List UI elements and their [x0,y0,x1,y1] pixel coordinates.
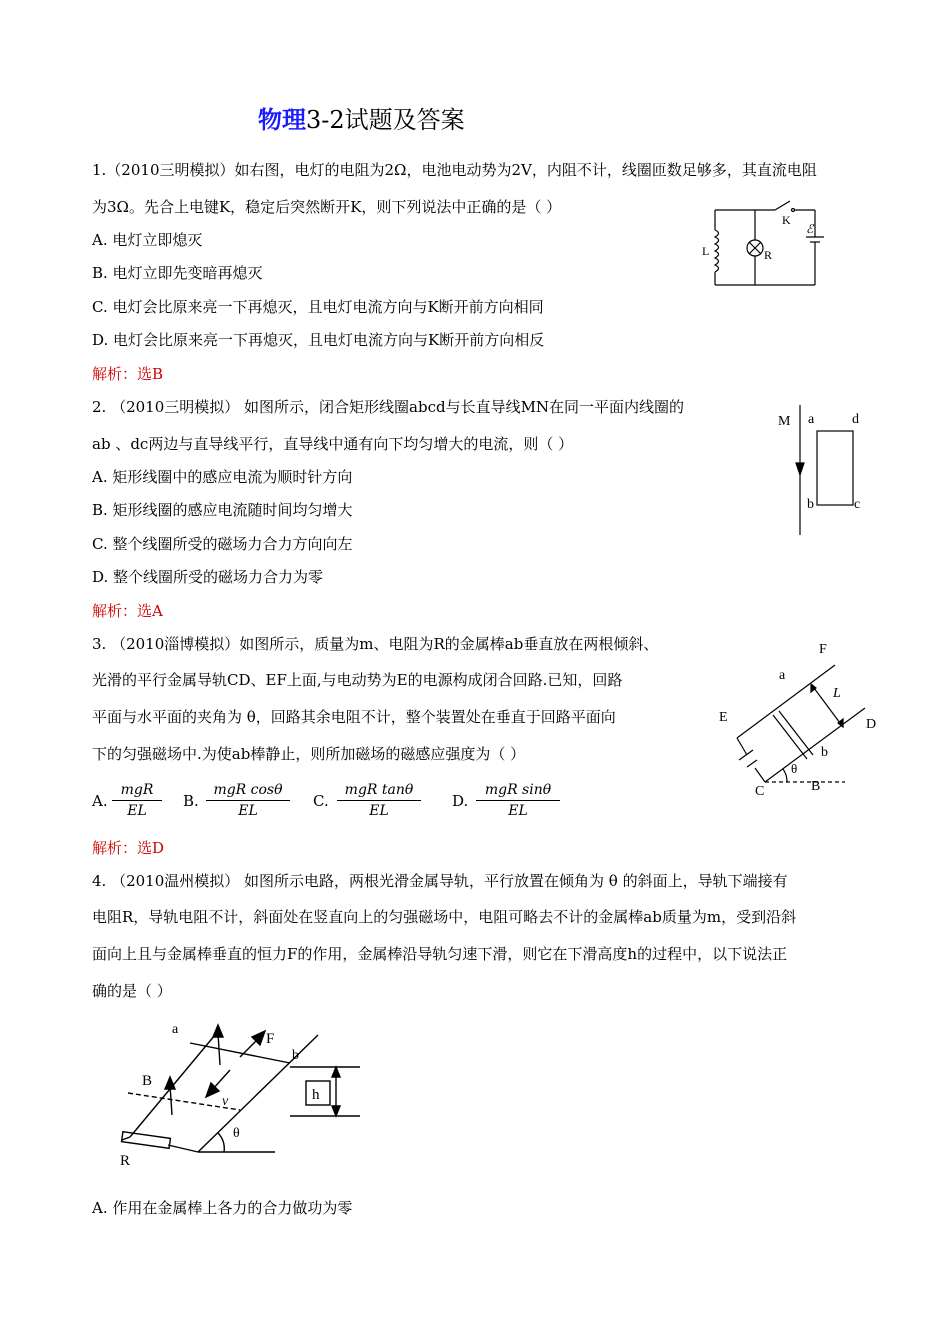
q2-wire-loop-diagram [770,405,870,540]
q2-stem-line2: ab 、dc两边与直导线平行，直导线中通有向下均匀增大的电流，则（ ） [92,435,574,453]
q4-option-a: A. 作用在金属棒上各力的合力做功为零 [92,1199,353,1217]
q3-stem-line1: 3. （2010淄博模拟）如图所示，质量为m、电阻为R的金属棒ab垂直放在两根倾斜、 [92,635,659,653]
q3-fig-label-f: F [819,642,827,657]
q3-option-b-label: B. [183,792,199,810]
q3-fig-label-e: E [719,710,728,725]
q3-fig-label-a: a [779,668,786,683]
wire-right-r [168,1145,198,1152]
rail-ef [737,665,835,738]
q2-option-d: D. 整个线圈所受的磁场力合力为零 [92,568,324,586]
q4-fig-label-b-field: B [142,1073,153,1089]
q2-option-a: A. 矩形线圈中的感应电流为顺时针方向 [92,468,353,486]
width-l-arrowhead-top [811,684,816,692]
q1-option-c: C. 电灯会比原来亮一下再熄灭，且电灯电流方向与K断开前方向相同 [92,298,544,316]
switch-k-blade [775,201,790,210]
q2-fig-label-m: M [778,414,791,429]
h-arrow-top [332,1067,340,1077]
q3-option-b-den: EL [238,803,258,819]
q1-stem-line1: 1.（2010三明模拟）如右图，电灯的电阻为2Ω，电池电动势为2V，内阻不计，线圈匝数足够多，其直流电阻 [92,161,817,179]
q3-option-d-fraction [476,780,560,821]
q3-option-d-den: EL [508,803,528,819]
arrow-up-1-head [213,1025,223,1037]
wire-left-r [122,1137,130,1140]
q3-option-b-fraction [206,780,290,821]
q1-option-d: D. 电灯会比原来亮一下再熄灭，且电灯电流方向与K断开前方向相反 [92,331,545,349]
q1-circuit-diagram [690,195,830,295]
q4-stem-line1: 4. （2010温州模拟） 如图所示电路，两根光滑金属导轨，平行放置在倾角为 θ 的斜面上，导轨下端接有 [92,872,788,890]
resistor-r [122,1132,171,1149]
q1-fig-label-l: L [702,244,710,258]
q3-option-d-num: mgR sinθ [476,780,560,801]
battery-label: ℰ [806,222,814,236]
switch-contact [792,209,795,212]
q4-fig-label-a: a [172,1022,179,1037]
q4-fig-label-r: R [120,1153,131,1169]
q2-fig-label-c: c [854,497,861,512]
arrow-up-1 [218,1033,220,1065]
q1-fig-label-r: R [764,248,773,262]
q3-answer: 解析：选D [92,839,165,857]
q3-incline-rails-diagram [715,635,885,800]
q2-fig-label-d: d [852,412,859,427]
q3-fig-label-b: b [821,745,828,760]
q3-stem-line2: 光滑的平行金属导轨CD、EF上面,与电动势为E的电源构成闭合回路.已知，回路 [92,671,623,689]
q2-fig-label-b: b [807,497,814,512]
q4-incline-rails-diagram [90,1015,380,1170]
rail-right [198,1035,318,1152]
q3-option-c-den: EL [369,803,389,819]
q2-answer: 解析：选A [92,602,163,620]
q3-stem-line3: 平面与水平面的夹角为 θ，回路其余电阻不计，整个装置处在垂直于回路平面向 [92,708,616,726]
rectangular-loop [817,431,853,505]
q4-stem-line2: 电阻R，导轨电阻不计，斜面处在竖直向上的匀强磁场中，电阻可略去不计的金属棒ab质量为m，受到沿斜 [92,908,797,926]
page-title [258,104,465,136]
rod-ab-line-2 [779,711,813,755]
q4-fig-label-v: v [222,1094,229,1109]
q3-fig-label-l: L [833,686,841,701]
battery-short-plate [747,760,757,767]
q3-option-a-num: mgR [112,780,162,801]
q4-stem-line4: 确的是（ ） [92,982,172,1000]
q4-fig-label-h: h [312,1087,320,1103]
current-arrow [796,463,804,475]
q3-stem-line4: 下的匀强磁场中.为使ab棒静止，则所加磁场的磁感应强度为（ ） [92,745,526,763]
q1-answer: 解析：选B [92,365,164,383]
q3-fig-label-c: C [755,784,765,799]
q3-option-c-num: mgR tanθ [337,780,421,801]
q3-fig-label-d: D [866,717,877,732]
h-arrow-bottom [332,1106,340,1116]
q3-option-c-fraction [337,780,421,821]
q4-fig-label-b: b [292,1048,299,1063]
q3-fig-label-b-field: B [811,779,821,794]
q3-option-d-label: D. [452,792,469,810]
q4-fig-label-theta: θ [233,1126,240,1141]
q2-stem-line1: 2. （2010三明模拟） 如图所示，闭合矩形线圈abcd与长直导线MN在同一平面内线圈的 [92,398,685,416]
battery-long-plate [739,750,753,760]
rod-ab [190,1043,290,1063]
q3-option-b-num: mgR cosθ [206,780,290,801]
q3-option-a-label: A. [92,792,108,810]
rail-cd [765,708,865,782]
q1-fig-label-k: K [782,213,791,227]
q3-fig-label-theta: θ [791,761,798,776]
wire-battery-c [755,768,765,782]
inductor-coil [715,230,719,272]
q2-option-b: B. 矩形线圈的感应电流随时间均匀增大 [92,501,353,519]
rod-ab-line-1 [773,715,807,759]
q1-option-a: A. 电灯立即熄灭 [92,231,203,249]
q2-option-c: C. 整个线圈所受的磁场力合力方向向左 [92,535,353,553]
title-rest: 3-2试题及答案 [306,106,465,134]
q4-fig-label-f: F [266,1031,275,1047]
title-bold: 物理 [258,105,306,134]
q3-option-a-den: EL [127,803,147,819]
angle-arc [783,769,787,782]
q1-option-b: B. 电灯立即先变暗再熄灭 [92,264,263,282]
wire-e-battery [737,738,747,755]
field-arrow-b-head [165,1077,175,1089]
angle-arc [218,1133,224,1152]
q4-stem-line3: 面向上且与金属棒垂直的恒力F的作用，金属棒沿导轨匀速下滑，则它在下滑高度h的过程中，以下说法正 [92,945,788,963]
q3-option-a-fraction [112,780,162,821]
q3-option-c-label: C. [313,792,329,810]
q2-fig-label-a: a [808,412,815,427]
q1-stem-line2: 为3Ω。先合上电键K，稳定后突然断开K，则下列说法中正确的是（ ） [92,198,562,216]
